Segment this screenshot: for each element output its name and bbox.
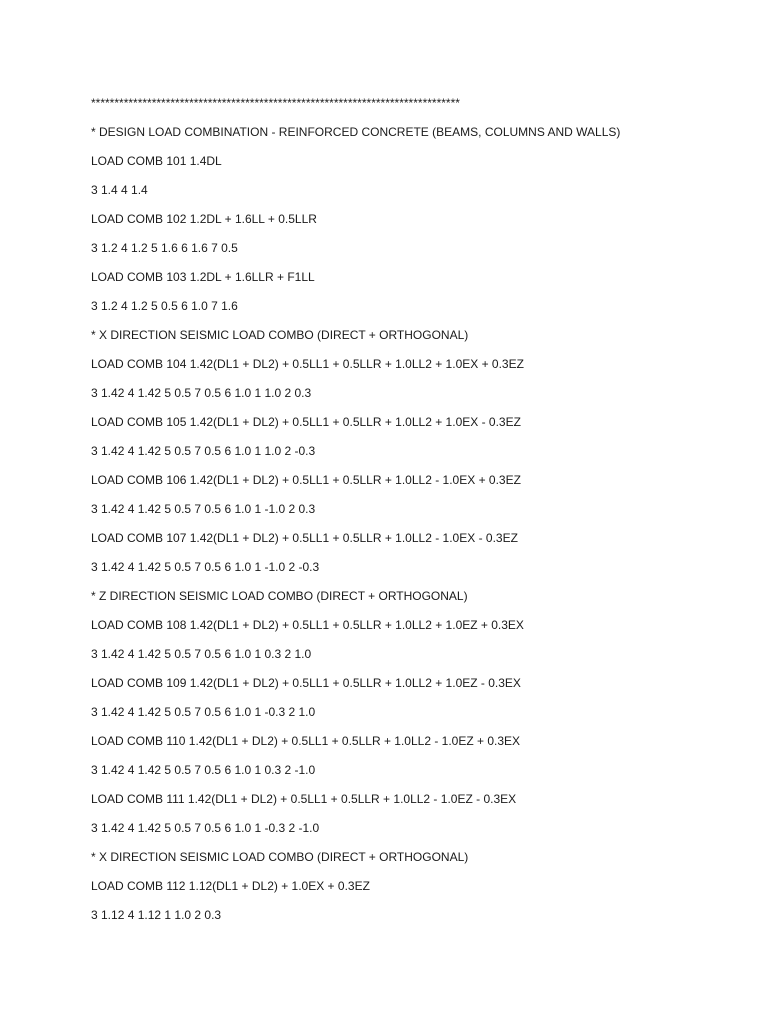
factor-line: 3 1.2 4 1.2 5 0.5 6 1.0 7 1.6 <box>91 299 238 313</box>
load-comb-line: LOAD COMB 103 1.2DL + 1.6LLR + F1LL <box>91 270 315 284</box>
load-comb-line: LOAD COMB 104 1.42(DL1 + DL2) + 0.5LL1 + 0.5LLR + 1.0LL2 + 1.0EX + 0.3EZ <box>91 357 524 371</box>
factor-line: 3 1.42 4 1.42 5 0.5 7 0.5 6 1.0 1 0.3 2 -1.0 <box>91 763 316 777</box>
factor-line: 3 1.12 4 1.12 1 1.0 2 0.3 <box>91 908 222 922</box>
factor-line: 3 1.42 4 1.42 5 0.5 7 0.5 6 1.0 1 -1.0 2 0.3 <box>91 502 316 516</box>
comment-line: * Z DIRECTION SEISMIC LOAD COMBO (DIRECT + ORTHOGONAL) <box>91 589 468 603</box>
load-comb-line: LOAD COMB 107 1.42(DL1 + DL2) + 0.5LL1 + 0.5LLR + 1.0LL2 - 1.0EX - 0.3EZ <box>91 531 518 545</box>
comment-line: * X DIRECTION SEISMIC LOAD COMBO (DIRECT + ORTHOGONAL) <box>91 850 469 864</box>
factor-line: 3 1.42 4 1.42 5 0.5 7 0.5 6 1.0 1 1.0 2 0.3 <box>91 386 312 400</box>
load-comb-line: LOAD COMB 110 1.42(DL1 + DL2) + 0.5LL1 + 0.5LLR + 1.0LL2 - 1.0EZ + 0.3EX <box>91 734 521 748</box>
factor-line: 3 1.42 4 1.42 5 0.5 7 0.5 6 1.0 1 -0.3 2 1.0 <box>91 705 316 719</box>
load-comb-line: LOAD COMB 105 1.42(DL1 + DL2) + 0.5LL1 + 0.5LLR + 1.0LL2 + 1.0EX - 0.3EZ <box>91 415 521 429</box>
separator-line: ******************************************************************************* <box>91 96 460 110</box>
load-comb-line: LOAD COMB 109 1.42(DL1 + DL2) + 0.5LL1 + 0.5LLR + 1.0LL2 + 1.0EZ - 0.3EX <box>91 676 521 690</box>
factor-line: 3 1.42 4 1.42 5 0.5 7 0.5 6 1.0 1 -0.3 2 -1.0 <box>91 821 320 835</box>
load-comb-line: LOAD COMB 101 1.4DL <box>91 154 222 168</box>
document-body <box>91 89 751 930</box>
factor-line: 3 1.42 4 1.42 5 0.5 7 0.5 6 1.0 1 0.3 2 1.0 <box>91 647 312 661</box>
load-comb-line: LOAD COMB 106 1.42(DL1 + DL2) + 0.5LL1 + 0.5LLR + 1.0LL2 - 1.0EX + 0.3EZ <box>91 473 521 487</box>
load-comb-line: LOAD COMB 102 1.2DL + 1.6LL + 0.5LLR <box>91 212 317 226</box>
factor-line: 3 1.4 4 1.4 <box>91 183 148 197</box>
load-comb-line: LOAD COMB 108 1.42(DL1 + DL2) + 0.5LL1 + 0.5LLR + 1.0LL2 + 1.0EZ + 0.3EX <box>91 618 524 632</box>
comment-line: * DESIGN LOAD COMBINATION - REINFORCED CONCRETE (BEAMS, COLUMNS AND WALLS) <box>91 125 621 139</box>
load-comb-line: LOAD COMB 112 1.12(DL1 + DL2) + 1.0EX + 0.3EZ <box>91 879 370 893</box>
factor-line: 3 1.42 4 1.42 5 0.5 7 0.5 6 1.0 1 -1.0 2 -0.3 <box>91 560 320 574</box>
factor-line: 3 1.2 4 1.2 5 1.6 6 1.6 7 0.5 <box>91 241 238 255</box>
comment-line: * X DIRECTION SEISMIC LOAD COMBO (DIRECT + ORTHOGONAL) <box>91 328 469 342</box>
load-comb-line: LOAD COMB 111 1.42(DL1 + DL2) + 0.5LL1 + 0.5LLR + 1.0LL2 - 1.0EZ - 0.3EX <box>91 792 517 806</box>
factor-line: 3 1.42 4 1.42 5 0.5 7 0.5 6 1.0 1 1.0 2 -0.3 <box>91 444 316 458</box>
